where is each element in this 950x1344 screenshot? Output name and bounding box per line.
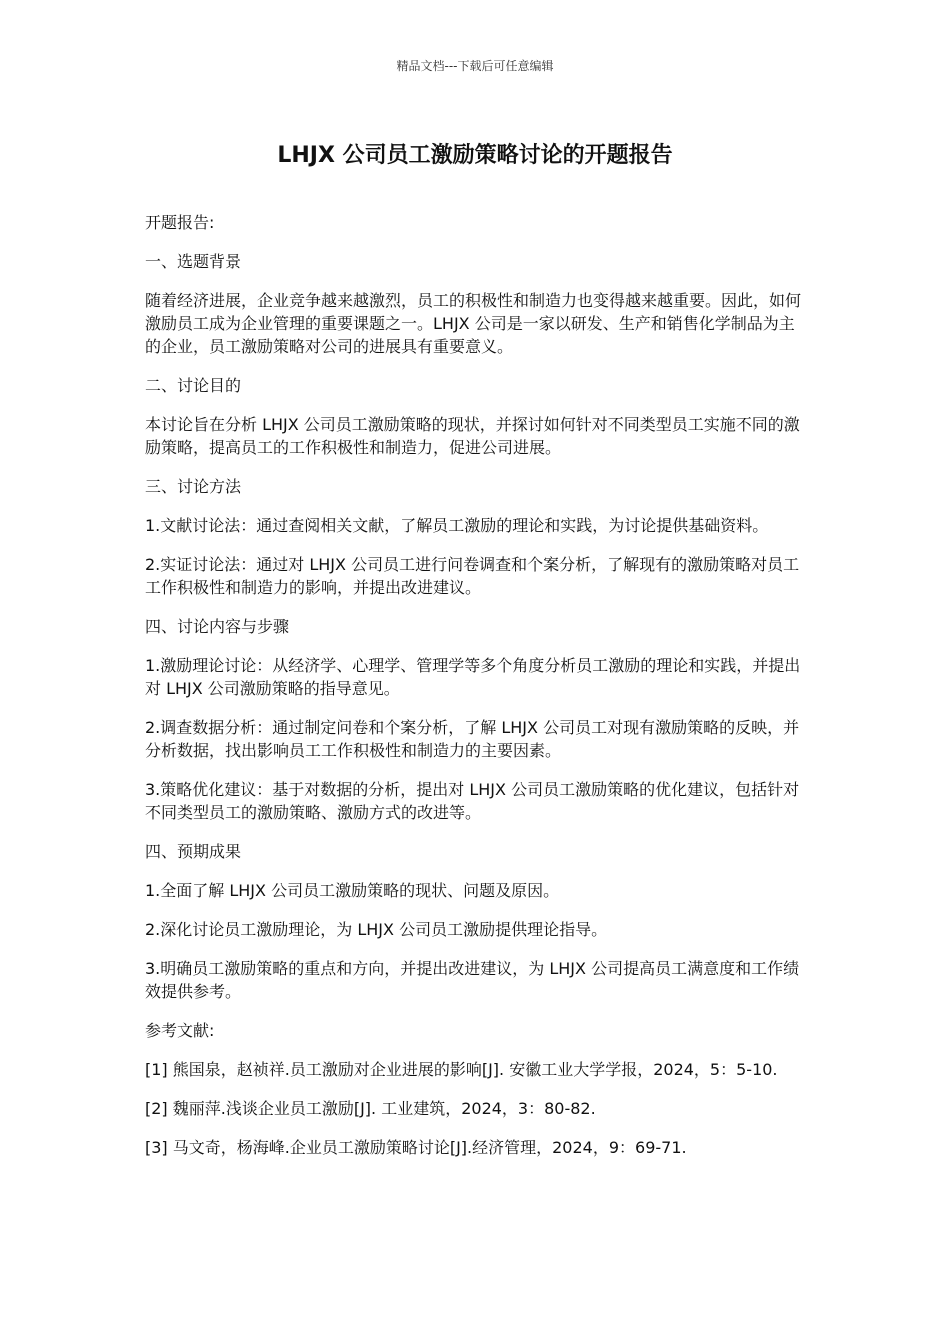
paragraph-background: 随着经济进展，企业竞争越来越激烈，员工的积极性和制造力也变得越来越重要。因此，如何激励员工成为企业管理的重要课题之一。LHJX 公司是一家以研发、生产和销售化学制品为主的企业，员工激励策略对公司的进展具有重要意义。 [145, 291, 802, 356]
reference-item-3: [3] 马文奇，杨海峰.企业员工激励策略讨论[J].经济管理，2024，9：69-71. [145, 1138, 687, 1157]
document-title: LHJX 公司员工激励策略讨论的开题报告 [277, 143, 673, 168]
list-item-step-1: 1.激励理论讨论：从经济学、心理学、管理学等多个角度分析员工激励的理论和实践，并提出对 LHJX 公司激励策略的指导意见。 [145, 656, 801, 698]
document-body [145, 211, 807, 1175]
section-heading-purpose: 二、讨论目的 [145, 376, 242, 395]
paragraph-purpose: 本讨论旨在分析 LHJX 公司员工激励策略的现状，并探讨如何针对不同类型员工实施不同的激励策略，提高员工的工作积极性和制造力，促进公司进展。 [145, 415, 800, 457]
section-heading-expected-results: 四、预期成果 [145, 842, 242, 861]
report-label: 开题报告: [145, 213, 215, 232]
section-heading-background: 一、选题背景 [145, 252, 242, 271]
list-item-result-1: 1.全面了解 LHJX 公司员工激励策略的现状、问题及原因。 [145, 881, 560, 900]
reference-item-2: [2] 魏丽萍.浅谈企业员工激励[J]. 工业建筑，2024，3：80-82. [145, 1099, 596, 1118]
list-item-step-2: 2.调查数据分析：通过制定问卷和个案分析，了解 LHJX 公司员工对现有激励策略的反映，并分析数据，找出影响员工工作积极性和制造力的主要因素。 [145, 718, 800, 760]
references-heading: 参考文献: [145, 1021, 215, 1040]
section-heading-content-steps: 四、讨论内容与步骤 [145, 617, 290, 636]
list-item-step-3: 3.策略优化建议：基于对数据的分析，提出对 LHJX 公司员工激励策略的优化建议，包括针对不同类型员工的激励策略、激励方式的改进等。 [145, 780, 800, 822]
reference-item-1: [1] 熊国泉，赵祯祥.员工激励对企业进展的影响[J]. 安徽工业大学学报，2024，5：5-10. [145, 1060, 778, 1079]
list-item-method-1: 1.文献讨论法：通过查阅相关文献，了解员工激励的理论和实践，为讨论提供基础资料。 [145, 516, 769, 535]
page-header-note: 精品文档---下载后可任意编辑 [396, 59, 554, 73]
section-heading-method: 三、讨论方法 [145, 477, 242, 496]
list-item-result-2: 2.深化讨论员工激励理论，为 LHJX 公司员工激励提供理论指导。 [145, 920, 608, 939]
list-item-method-2: 2.实证讨论法：通过对 LHJX 公司员工进行问卷调查和个案分析，了解现有的激励策略对员工工作积极性和制造力的影响，并提出改进建议。 [145, 555, 800, 597]
list-item-result-3: 3.明确员工激励策略的重点和方向，并提出改进建议，为 LHJX 公司提高员工满意度和工作绩效提供参考。 [145, 959, 800, 1001]
